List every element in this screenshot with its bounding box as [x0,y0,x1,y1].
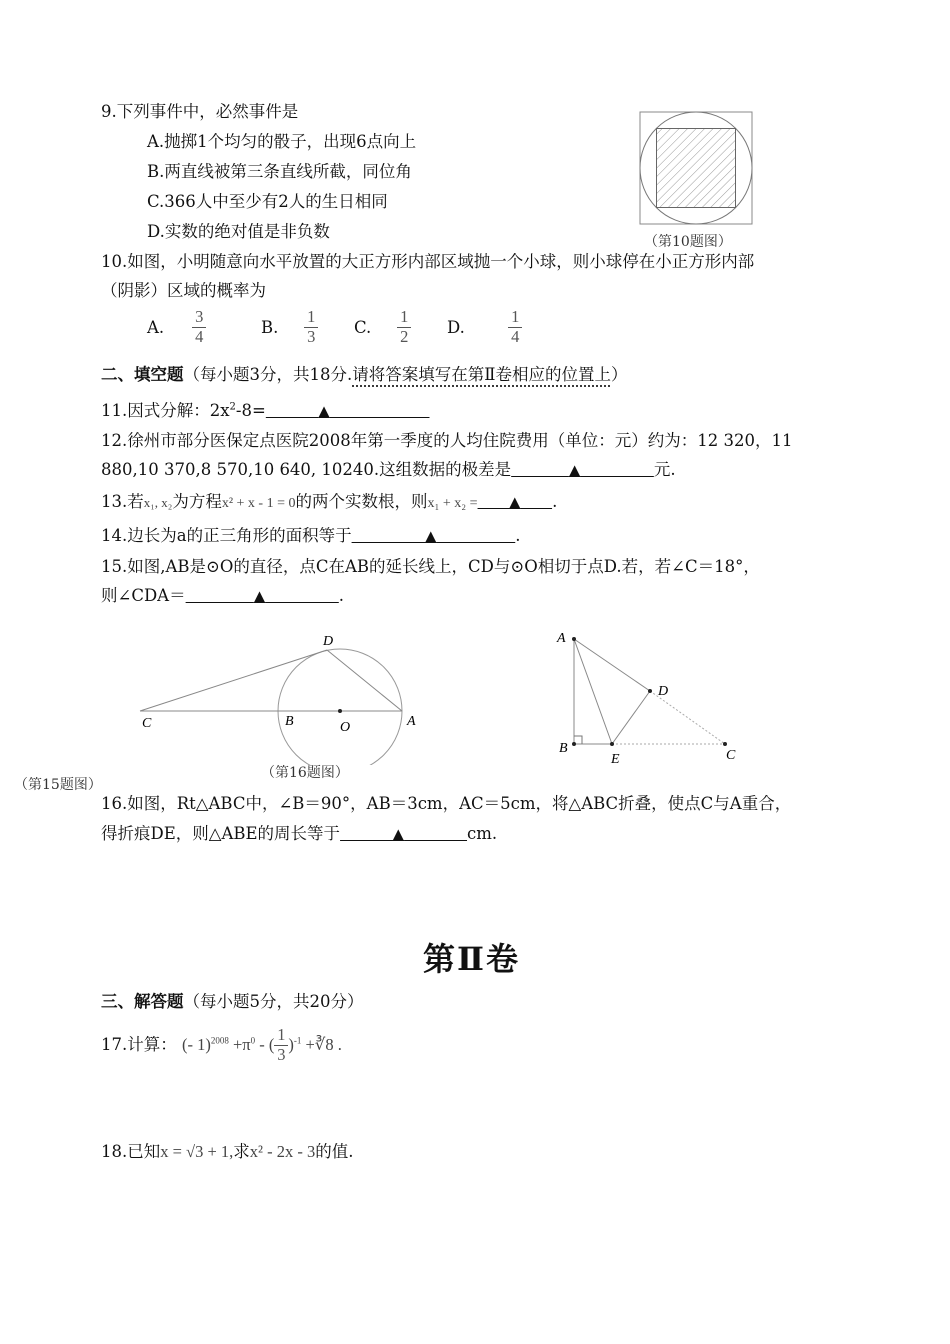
answer-blank-marker: ▲ [568,461,581,479]
q9-option-d: D.实数的绝对值是非负数 [147,222,330,241]
q14: 14.边长为a的正三角形的面积等于 ▲ . [101,526,521,545]
figure-10 [638,110,756,228]
circle-o [278,649,402,765]
q12-line2: 880,10 370,8 570,10 640, 10240.这组数据的极差是 ▲ 元. [101,460,676,479]
fraction: $\frac{3}{4}$ [192,308,206,347]
q9-option-c: C.366人中至少有2人的生日相同 [147,192,388,211]
point-d-label: D [323,634,334,649]
q10-option-b: B. $\frac{1}{3}$ [261,308,318,347]
figure-10-caption: （第10题图） [644,234,732,250]
q16-line2: 得折痕DE，则△ABE的周长等于 ▲ cm. [101,824,498,843]
figure-16 [550,625,750,770]
point-a-label: A [557,631,566,646]
q9-stem: 9.下列事件中，必然事件是 [101,102,299,121]
q10-line2: （阴影）区域的概率为 [101,281,266,300]
q10-option-d: D. $\frac{1}{4}$ [447,308,522,347]
q17: 17.计算： (- $1)^{2008} +\pi^0$ - ( $\frac{1}{3}$ )$^{-1}$ +∛8 . [101,1025,342,1064]
q13: 13.若x₁, x₂为方程x² + x - 1 = 0的两个实数根，则x₁ + x₂ = ▲ . [101,492,558,511]
figure-16-caption: （第16题图） [261,765,349,781]
q15-line2: 则∠CDA＝ ▲ . [101,586,345,605]
q9-option-b: B.两直线被第三条直线所截，同位角 [147,162,412,181]
point-b-label: B [559,741,568,756]
fraction: $\frac{1}{4}$ [508,308,522,347]
fraction: $\frac{1}{2}$ [397,308,411,347]
answer-blank-marker: ▲ [253,587,266,605]
q10-option-a: A. $\frac{3}{4}$ [147,308,206,347]
answer-blank-marker: ▲ [509,493,521,511]
segment-ad [574,639,650,691]
q16-line1: 16.如图，Rt△ABC中，∠B＝90°，AB＝3cm，AC＝5cm，将△ABC折叠，使点C与A重合， [101,794,792,813]
part-2-title: 第Ⅱ卷 [423,940,520,978]
point-c-label: C [726,748,736,763]
q10-option-c: C. $\frac{1}{2}$ [354,308,411,347]
figure-15-caption: （第15题图） [14,777,102,793]
fraction: $\frac{1}{3}$ [304,308,318,347]
center-point [338,709,342,713]
figure-15 [130,625,430,765]
q11: 11.因式分解：$2x^2-8=$ ▲ [101,401,330,420]
answer-blank-marker: ▲ [392,825,405,843]
point-e-label: E [611,752,620,767]
answer-blank-marker: ▲ [318,402,330,420]
q10-line1: 10.如图，小明随意向水平放置的大正方形内部区域抛一个小球，则小球停在小正方形内部 [101,252,755,271]
q12-line1: 12.徐州市部分医保定点医院2008年第一季度的人均住院费用（单位：元）约为：12 320，11 [101,431,793,450]
q15-line1: 15.如图,AB是⊙O的直径，点C在AB的延长线上，CD与⊙O相切于点D.若，若∠C＝18°， [101,557,760,576]
point-o-label: O [340,720,351,735]
point-a-label: A [407,714,416,729]
fraction: $\frac{1}{3}$ [274,1026,288,1065]
q18: 18.已知x = √3 + 1,求x² - 2x - 3的值. [101,1142,354,1161]
tangent-cd [140,650,327,711]
segment-ae [574,639,612,744]
point-d-label: D [658,684,669,699]
point-c-label: C [142,716,152,731]
point-b-label: B [285,714,294,729]
fold-de [612,691,650,744]
section-2-heading: 二、填空题（每小题3分，共18分.请将答案填写在第Ⅱ卷相应的位置上） [101,365,628,384]
small-shaded-square [657,129,736,208]
section-3-heading: 三、解答题（每小题5分，共20分） [101,992,364,1011]
chord-da [327,650,402,711]
answer-blank-marker: ▲ [425,527,437,545]
q9-option-a: A.抛掷1个均匀的骰子，出现6点向上 [147,132,417,151]
